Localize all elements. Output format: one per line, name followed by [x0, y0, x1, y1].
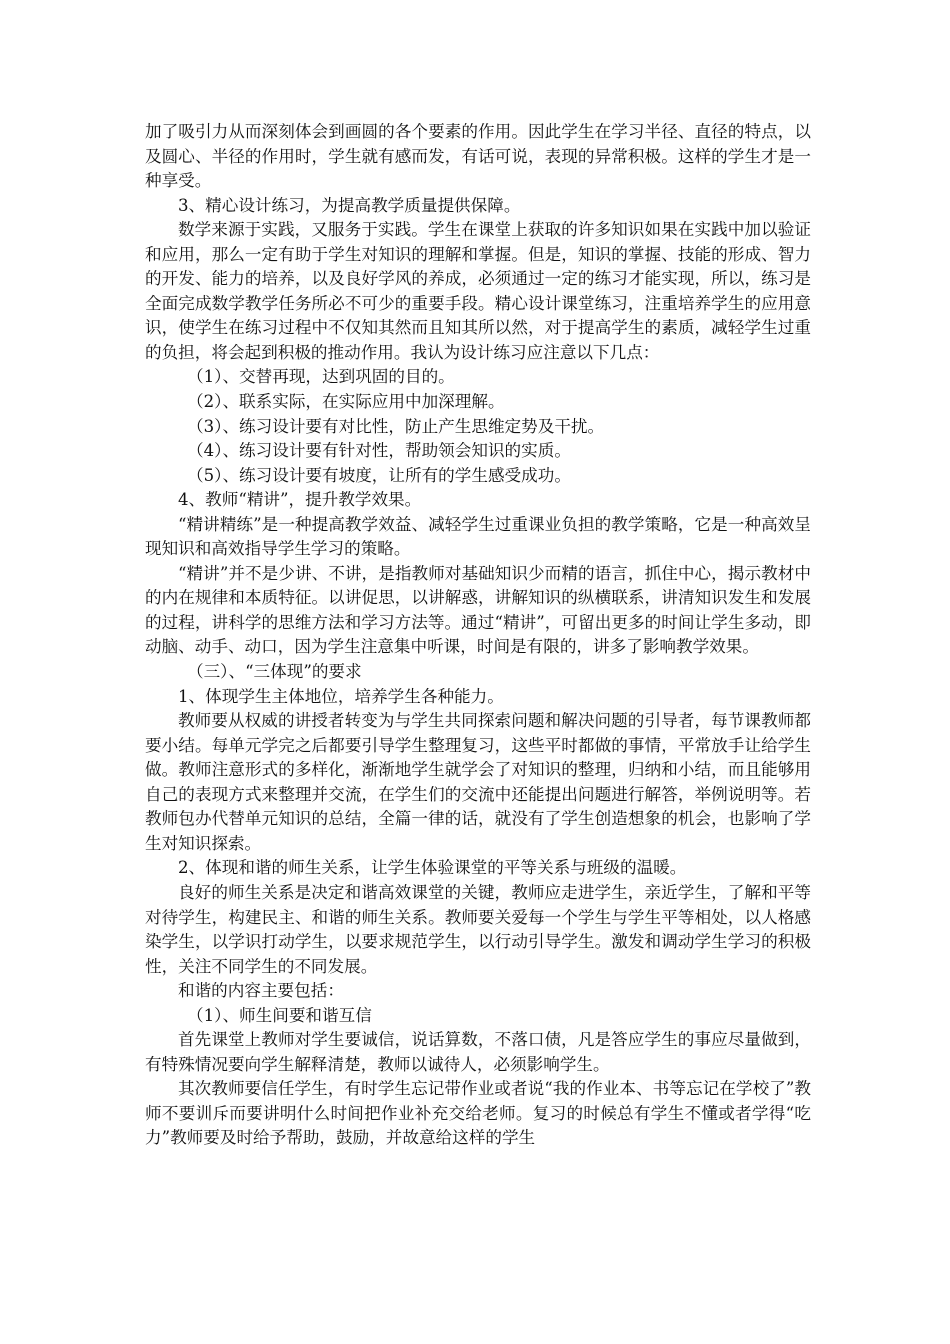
section-heading-practice-design: 3、精心设计练习，为提高教学质量提供保障。	[178, 195, 521, 215]
paragraph-harmony-content: 和谐的内容主要包括：	[178, 981, 344, 1001]
list-item-1: （1）、交替再现，达到巩固的目的。	[187, 367, 455, 387]
paragraph-trust-students: 其次教师要信任学生，有时学生忘记带作业或者说“我的作业本、书等忘记在学校了”教师不要训斥而要讲明什么时间把作业补充交给老师。复习的时候总有学生不懂或者学得“吃力”教师要及时给予帮助，鼓励，并故意给这样的学生	[145, 1079, 811, 1148]
list-item-4: （4）、练习设计要有针对性，帮助领会知识的实质。	[187, 441, 571, 461]
list-item-5: （5）、练习设计要有坡度，让所有的学生感受成功。	[187, 465, 571, 485]
paragraph-relationship: 良好的师生关系是决定和谐高效课堂的关键，教师应走进学生，亲近学生，了解和平等对待学生，构建民主、和谐的师生关系。教师要关爱每一个学生与学生平等相处，以人格感染学生，以学识打动学生，以要求规范学生，以行动引导学生。激发和调动学生学习的积极性，关注不同学生的不同发展。	[145, 882, 811, 976]
list-item-3: （3）、练习设计要有对比性，防止产生思维定势及干扰。	[187, 416, 605, 436]
subheading-harmonious-relationship: 2、体现和谐的师生关系，让学生体验课堂的平等关系与班级的温暖。	[178, 858, 687, 878]
paragraph-intro-continuation: 加了吸引力从而深刻体会到画圆的各个要素的作用。因此学生在学习半径、直径的特点，以及圆心、半径的作用时，学生就有感而发，有话可说，表现的异常积极。这样的学生才是一种享受。	[145, 122, 811, 191]
document-body	[145, 120, 811, 1151]
paragraph-honesty: 首先课堂上教师对学生要诚信，说话算数，不落口债，凡是答应学生的事应尽量做到，有特殊情况要向学生解释清楚，教师以诚待人，必须影响学生。	[145, 1030, 811, 1074]
paragraph-practice: 数学来源于实践，又服务于实践。学生在课堂上获取的许多知识如果在实践中加以验证和应用，那么一定有助于学生对知识的理解和掌握。但是，知识的掌握、技能的形成、智力的开发、能力的培养，以及良好学风的养成，必须通过一定的练习才能实现，所以，练习是全面完成数学教学任务所必不可少的重要手段。精心设计课堂练习，注重培养学生的应用意识，使学生在练习过程中不仅知其然而且知其所以然，对于提高学生的素质，减轻学生过重的负担，将会起到积极的推动作用。我认为设计练习应注意以下几点：	[145, 220, 811, 362]
section-heading-teacher-explanation: 4、教师“精讲”，提升教学效果。	[178, 490, 422, 510]
list-item-2: （2）、联系实际，在实际应用中加深理解。	[187, 392, 505, 412]
list-item-trust: （1）、师生间要和谐互信	[187, 1005, 372, 1025]
paragraph-explanation: “精讲”并不是少讲、不讲，是指教师对基础知识少而精的语言，抓住中心，揭示教材中的内在规律和本质特征。以讲促思，以讲解惑，讲解知识的纵横联系，讲清知识发生和发展的过程，讲科学的思维方法和学习方法等。通过“精讲”，可留出更多的时间让学生多动，即动脑、动手、动口，因为学生注意集中听课，时间是有限的，讲多了影响教学效果。	[145, 563, 811, 657]
section-heading-three-reflections: （三）、“三体现”的要求	[187, 662, 362, 682]
paragraph-strategy: “精讲精练”是一种提高教学效益、减轻学生过重课业负担的教学策略，它是一种高效呈现知识和高效指导学生学习的策略。	[145, 514, 811, 559]
subheading-student-subject: 1、体现学生主体地位，培养学生各种能力。	[178, 686, 504, 706]
paragraph-teacher-role: 教师要从权威的讲授者转变为与学生共同探索问题和解决问题的引导者，每节课教师都要小结。每单元学完之后都要引导学生整理复习，这些平时都做的事情，平常放手让给学生做。教师注意形式的多样化，渐渐地学生就学会了对知识的整理，归纳和小结，而且能够用自己的表现方式来整理并交流，在学生们的交流中还能提出问题进行解答，举例说明等。若教师包办代替单元知识的总结，全篇一律的话，就没有了学生创造想象的机会，也影响了学生对知识探索。	[145, 711, 811, 853]
